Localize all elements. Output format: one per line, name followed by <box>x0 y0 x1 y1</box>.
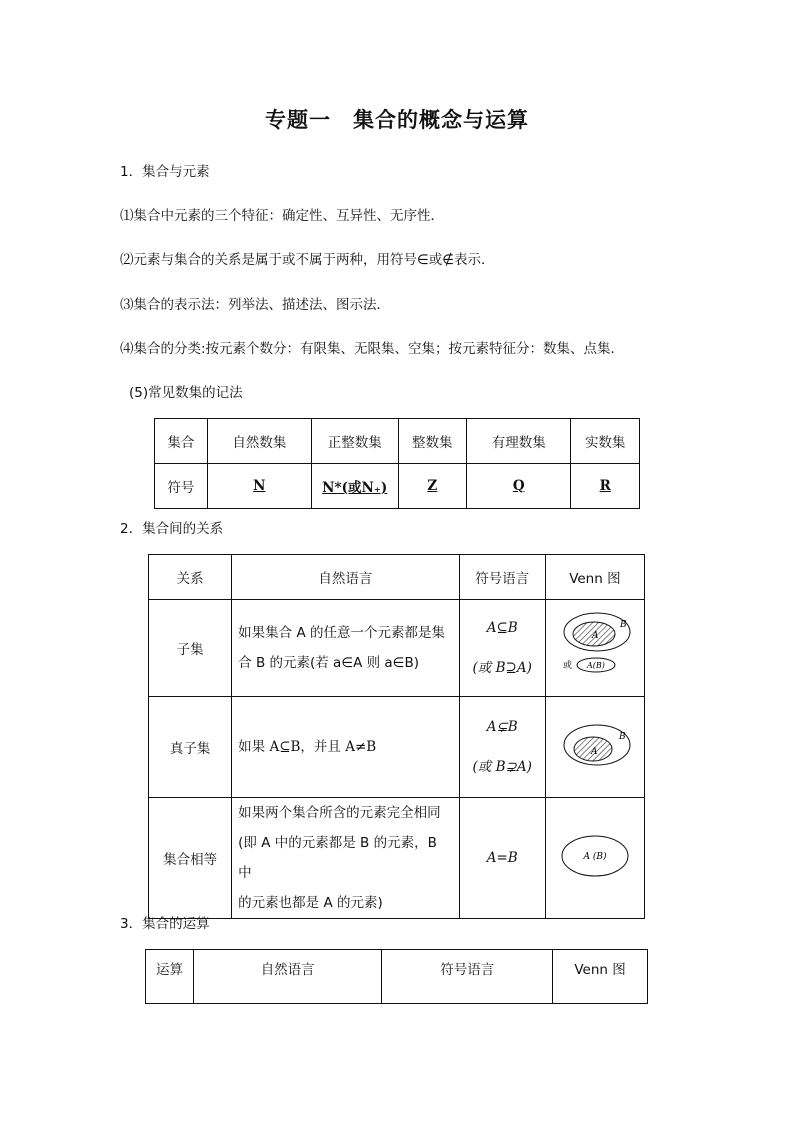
section1-heading: 1．集合与元素 <box>120 164 210 180</box>
cell-name: 实数集 <box>571 419 640 464</box>
section1-item-2: ⑵元素与集合的关系是属于或不属于两种，用符号∈或∉表示． <box>120 252 495 268</box>
symbol-N: N <box>253 478 266 494</box>
header-symbol: 符号语言 <box>382 950 553 1004</box>
number-set-table <box>154 418 640 509</box>
table-row <box>155 464 640 509</box>
natural-proper-subset <box>232 697 459 798</box>
cell-name: 正整数集 <box>311 419 398 464</box>
relation-proper-subset: 真子集 <box>149 697 232 798</box>
section3-heading: 3．集合的运算 <box>120 916 210 932</box>
page-title <box>0 104 794 134</box>
section1-item-3: ⑶集合的表示法：列举法、描述法、图示法． <box>120 297 390 313</box>
section1-item-5: (5)常见数集的记法 <box>129 385 243 401</box>
symbol-line: A⊊B <box>486 719 518 735</box>
natural-line: 的元素也都是 A 的元素) <box>238 895 383 911</box>
section2-heading: 2．集合间的关系 <box>120 521 224 537</box>
header-venn: Venn 图 <box>545 555 644 600</box>
venn-label-A: A <box>590 747 598 757</box>
venn-label-AB: A (B) <box>583 852 607 862</box>
table-row <box>149 600 645 697</box>
symbol-equal <box>459 798 545 919</box>
symbol-line: A⊆B <box>486 620 518 636</box>
symbol-proper-subset <box>459 697 545 798</box>
symbol-subset <box>459 600 545 697</box>
symbol-N-star: N*(或N₊) <box>322 480 388 496</box>
cell-name: 自然数集 <box>207 419 311 464</box>
table-row <box>149 798 645 919</box>
relation-subset: 子集 <box>149 600 232 697</box>
header-natural: 自然语言 <box>232 555 459 600</box>
cell-name: 整数集 <box>398 419 467 464</box>
venn-label-AB: A(B) <box>586 661 605 670</box>
cell-name: 有理数集 <box>467 419 571 464</box>
venn-subset-diagram <box>547 600 643 692</box>
header-relation: 关系 <box>149 555 232 600</box>
venn-label-B: B <box>618 732 626 742</box>
symbol-Z: Z <box>427 478 438 494</box>
venn-equal-diagram <box>547 826 643 886</box>
natural-line: (即 A 中的元素都是 B 的元素，B 中 <box>238 835 437 881</box>
header-venn: Venn 图 <box>553 950 648 1004</box>
venn-proper-subset-diagram <box>547 710 643 780</box>
table-header-row <box>146 950 648 1004</box>
natural-subset <box>232 600 459 697</box>
set-operations-table <box>145 949 648 1004</box>
venn-label-B: B <box>619 620 627 630</box>
symbol-line: (或 B⊋A) <box>472 759 532 775</box>
venn-proper-subset <box>545 697 644 798</box>
header-symbol: 符号语言 <box>459 555 545 600</box>
natural-equal <box>232 798 459 919</box>
section1-item-1: ⑴集合中元素的三个特征：确定性、互异性、无序性． <box>120 208 444 224</box>
symbol-Q: Q <box>512 478 525 494</box>
set-relations-table <box>148 554 645 919</box>
section1-item-4: ⑷集合的分类:按元素个数分：有限集、无限集、空集；按元素特征分：数集、点集． <box>120 341 625 357</box>
natural-line: 如果 A⊆B，并且 A≠B <box>238 739 377 755</box>
symbol-line: (或 B⊇A) <box>472 660 532 676</box>
table-header-row <box>149 555 645 600</box>
symbol-R: R <box>599 478 611 494</box>
table-row <box>155 419 640 464</box>
natural-line: 如果两个集合所含的元素完全相同 <box>238 805 441 821</box>
relation-equal: 集合相等 <box>149 798 232 919</box>
header-natural: 自然语言 <box>193 950 382 1004</box>
venn-equal <box>545 798 644 919</box>
row-label-set: 集合 <box>155 419 208 464</box>
natural-line: 如果集合 A 的任意一个元素都是集 <box>238 625 445 641</box>
table-row <box>149 697 645 798</box>
header-operation: 运算 <box>146 950 194 1004</box>
symbol-line: A=B <box>486 850 518 866</box>
natural-line: 合 B 的元素(若 a∈A 则 a∈B) <box>238 655 419 671</box>
title-part2: 集合的概念与运算 <box>353 108 529 132</box>
venn-or-label: 或 <box>562 661 572 671</box>
row-label-symbol: 符号 <box>155 464 208 509</box>
venn-label-A: A <box>591 631 599 641</box>
title-part1: 专题一 <box>265 108 331 132</box>
venn-subset <box>545 600 644 697</box>
